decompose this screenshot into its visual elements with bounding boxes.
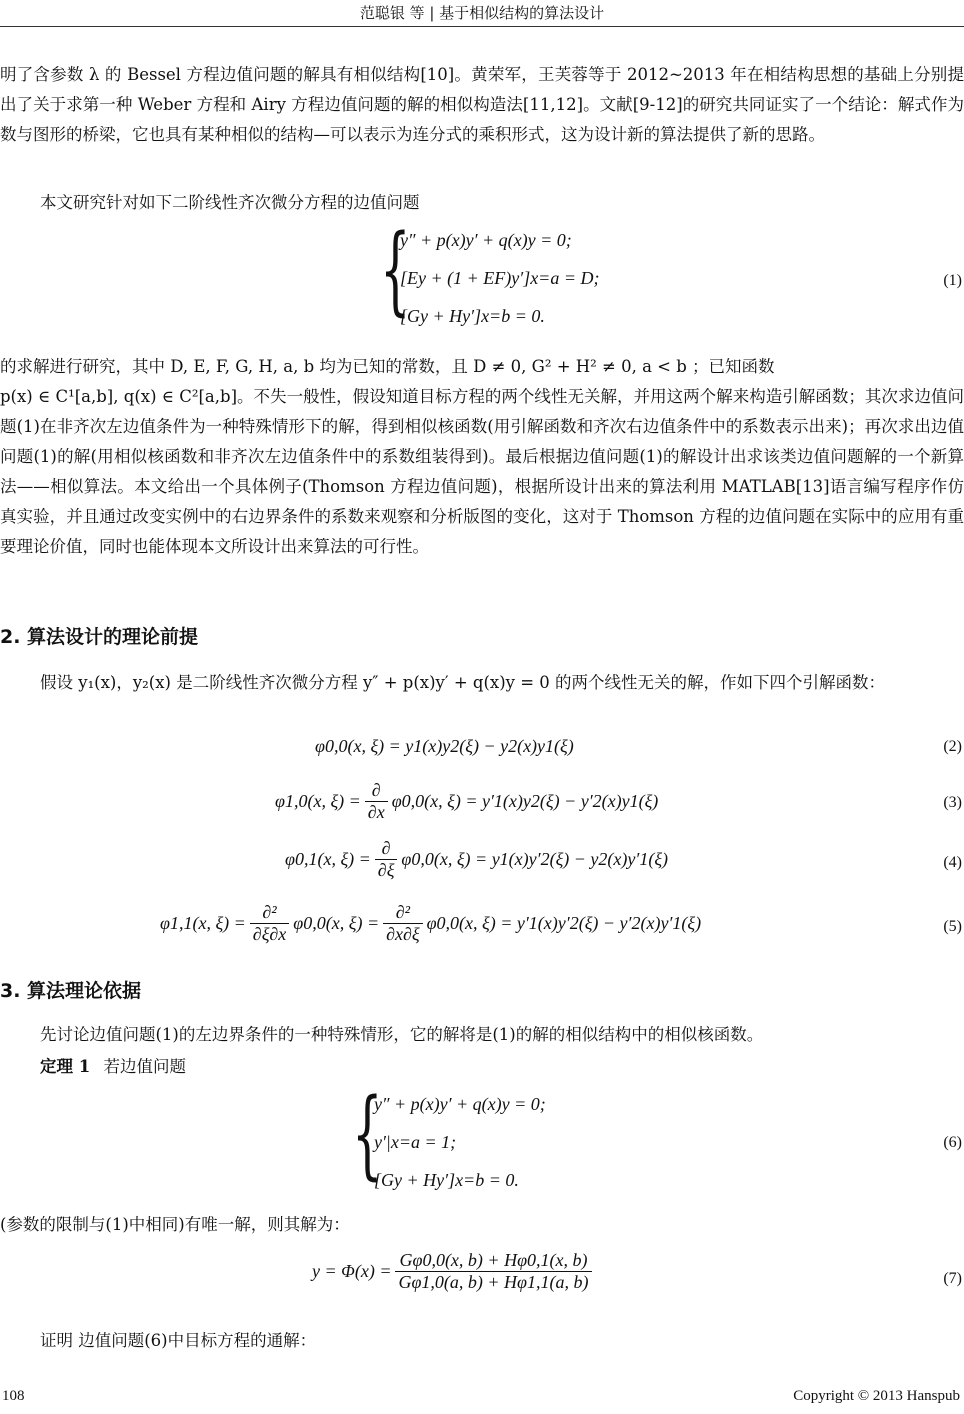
equation-7-fraction [395,1250,591,1293]
copyright-notice: Copyright © 2013 Hanspub [793,1388,960,1404]
equation-3 [275,780,658,823]
equation-5-mid: φ0,0(x, ξ) = [293,913,380,933]
equation-5-rhs: φ0,0(x, ξ) = y′1(x)y′2(ξ) − y′2(x)y′1(ξ) [426,913,702,933]
intro-paragraph-2: 本文研究针对如下二阶线性齐次微分方程的边值问题 [40,193,420,212]
equation-6-line-2: y′|x=a = 1; [374,1132,457,1152]
equation-number-6: (6) [943,1134,962,1151]
equation-7-lhs: y = Φ(x) = [312,1261,392,1281]
partial-xi-fraction: $\frac{\partial}{\partial\xi}$ [375,838,398,881]
equation-5-lhs: φ1,1(x, ξ) = [160,913,246,933]
running-header: 范聪银 等 | 基于相似结构的算法设计 [359,4,605,22]
equation-number-1: (1) [943,272,962,289]
equation-1-line-3: [Gy + Hy′]x=b = 0. [400,306,545,326]
equation-4-rhs: φ0,0(x, ξ) = y1(x)y′2(ξ) − y2(x)y′1(ξ) [401,849,669,869]
section-2-paragraph: 假设 y₁(x)，y₂(x) 是二阶线性齐次微分方程 y″ + p(x)y′ + q(x)y = 0 的两个线性无关的解，作如下四个引解函数： [40,673,886,692]
equation-number-7: (7) [943,1270,962,1287]
equation-1-line-1: y″ + p(x)y′ + q(x)y = 0; [400,230,572,250]
intro-paragraph-3: 的求解进行研究，其中 D, E, F, G, H, a, b 均为已知的常数，且 D ≠ 0, G² + H² ≠ 0, a < b ；已知函数 [0,357,775,376]
equation-6-line-3: [Gy + Hy′]x=b = 0. [374,1170,519,1190]
theorem-1 [40,1052,964,1082]
equation-number-2: (2) [943,738,962,755]
section-3-paragraph-1: 先讨论边值问题(1)的左边界条件的一种特殊情形，它的解将是(1)的解的相似结构中的相似核函数。 [40,1025,764,1044]
equation-number-5: (5) [943,918,962,935]
equation-4-lhs: φ0,1(x, ξ) = [285,849,371,869]
second-partial-x-xi-fraction: $\frac{\text{∂²}}{\partial x\partial\xi}$ [383,902,423,945]
equation-number-3: (3) [943,794,962,811]
equation-4 [285,838,668,881]
theorem-label: 定理 1 [40,1057,91,1076]
page-number: 108 [2,1388,25,1404]
section-2-heading: 2. 算法设计的理论前提 [0,626,199,648]
intro-paragraph-1: 明了含参数 λ 的 Bessel 方程边值问题的解具有相似结构[10]。黄荣军，王芙蓉等于 2012~2013 年在相结构思想的基础上分别提出了关于求第一种 Weber 方程和 Airy 方程边值问题的解的相似构造法[11,12]。文献[9-12]的研究共同证实了一个结论：解式作为数与图形的桥梁，它也具有某种相似的结构—可以表示为连分式的乘积形式，这为设计新的算法提供了新的思路。 [0,65,964,144]
equation-3-lhs: φ1,0(x, ξ) = [275,791,361,811]
header-divider [0,26,964,27]
second-partial-xi-x-fraction: $\frac{\text{∂²}}{\partial\xi\partial x}$ [250,902,290,945]
equation-7-denominator: Gφ1,0(a, b) + Hφ1,1(a, b) [398,1272,589,1292]
equation-number-4: (4) [943,854,962,871]
equation-6 [352,1078,652,1206]
left-brace: { [352,1078,383,1190]
equation-2: φ0,0(x, ξ) = y1(x)y2(ξ) − y2(x)y1(ξ) [315,736,574,756]
equation-7-numerator: Gφ0,0(x, b) + Hφ0,1(x, b) [395,1250,591,1272]
left-brace: { [380,214,411,326]
partial-x-fraction: $\frac{\partial}{\partial x}$ [365,780,388,823]
intro-paragraph-4: p(x) ∈ C¹[a,b], q(x) ∈ C²[a,b]。不失一般性，假设知道目标方程的两个线性无关解，并用这两个解来构造引解函数；其次求边值问题(1)在非齐次左边值条件为一种特殊情形下的解，得到相似核函数(用引解函数和齐次右边值条件中的系数表示出来)；再次求出边值问题(1)的解(用相似核函数和非齐次左边值条件中的系数组装得到)。最后根据边值问题(1)的解设计出求该类边值问题解的一个新算法——相似算法。本文给出一个具体例子(Thomson 方程边值问题)，根据所设计出来的算法利用 MATLAB[13]语言编写程序作仿真实验，并且通过改变实例中的右边界条件的系数来观察和分析版图的变化，这对于 Thomson 方程的边值问题在实际中的应用有重要理论价值，同时也能体现本文所设计出来算法的可行性。 [0,387,964,556]
equation-5 [160,902,701,945]
section-3-paragraph-2: (参数的限制与(1)中相同)有唯一解，则其解为： [0,1215,350,1234]
equation-6-line-1: y″ + p(x)y′ + q(x)y = 0; [374,1094,546,1114]
theorem-text: 若边值问题 [103,1057,186,1076]
equation-3-rhs: φ0,0(x, ξ) = y′1(x)y2(ξ) − y′2(x)y1(ξ) [391,791,659,811]
section-3-paragraph-3: 证明 边值问题(6)中目标方程的通解： [40,1331,317,1350]
equation-1-line-2: [Ey + (1 + EF)y′]x=a = D; [400,268,600,288]
equation-7 [312,1250,596,1293]
equation-1 [380,214,680,342]
section-3-heading: 3. 算法理论依据 [0,980,142,1002]
